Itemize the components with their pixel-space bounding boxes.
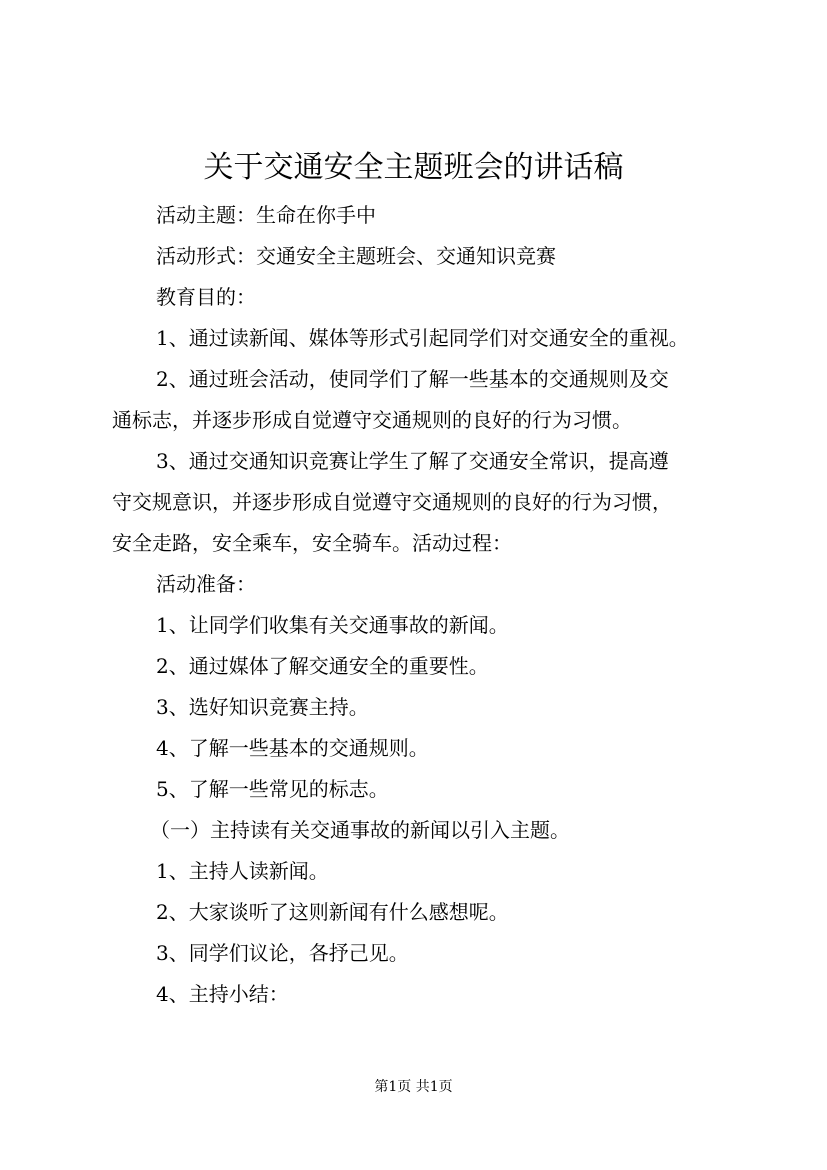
- paragraph-line: 活动准备：: [156, 572, 256, 596]
- paragraph-line: 3、通过交通知识竞赛让学生了解了交通安全常识，提高遵: [156, 449, 669, 473]
- paragraph-line: 教育目的：: [156, 285, 256, 309]
- document-title: 关于交通安全主题班会的讲话稿: [203, 150, 624, 185]
- paragraph-line: 4、主持小结：: [156, 982, 289, 1006]
- paragraph-line: 通标志，并逐步形成自觉遵守交通规则的良好的行为习惯。: [112, 408, 632, 432]
- paragraph-line: 2、通过媒体了解交通安全的重要性。: [156, 654, 489, 678]
- paragraph-line: 4、了解一些基本的交通规则。: [156, 736, 429, 760]
- paragraph-line: 2、通过班会活动，使同学们了解一些基本的交通规则及交: [156, 367, 669, 391]
- paragraph-line: 活动形式：交通安全主题班会、交通知识竞赛: [156, 244, 556, 268]
- paragraph-line: 1、通过读新闻、媒体等形式引起同学们对交通安全的重视。: [156, 326, 689, 350]
- paragraph-line: 1、让同学们收集有关交通事故的新闻。: [156, 613, 509, 637]
- paragraph-line: 1、主持人读新闻。: [156, 859, 329, 883]
- paragraph-line: 活动主题：生命在你手中: [156, 203, 376, 227]
- page-footer: 第1页 共1页: [374, 1079, 453, 1095]
- paragraph-line: 3、选好知识竞赛主持。: [156, 695, 369, 719]
- paragraph-line: 2、大家谈听了这则新闻有什么感想呢。: [156, 900, 509, 924]
- paragraph-line: 3、同学们议论，各抒己见。: [156, 941, 409, 965]
- paragraph-line: （一）主持读有关交通事故的新闻以引入主题。: [150, 818, 570, 842]
- document-body: [112, 195, 742, 1015]
- paragraph-line: 5、了解一些常见的标志。: [156, 777, 389, 801]
- paragraph-line: 安全走路，安全乘车，安全骑车。活动过程：: [112, 531, 512, 555]
- paragraph-line: 守交规意识，并逐步形成自觉遵守交通规则的良好的行为习惯，: [112, 490, 672, 514]
